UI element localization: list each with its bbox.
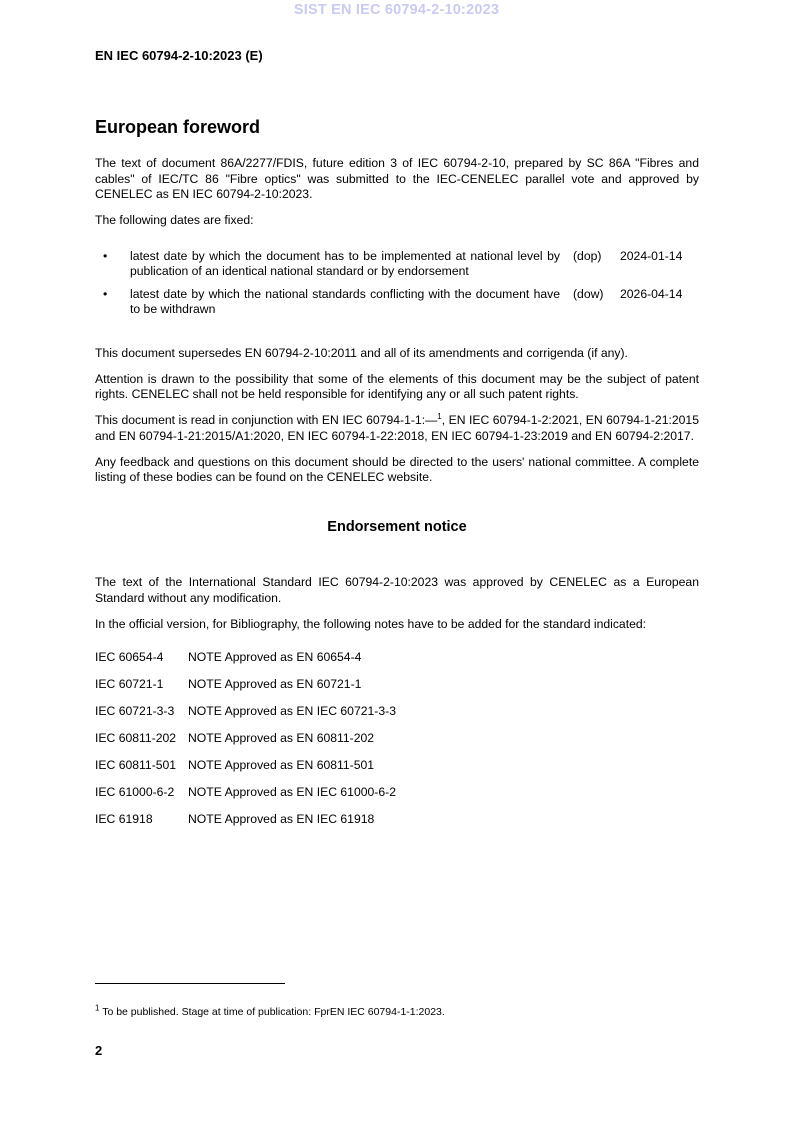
date-item-dow xyxy=(95,287,699,318)
standard-note: NOTE Approved as EN IEC 61918 xyxy=(188,812,375,826)
foreword-intro: The text of document 86A/2277/FDIS, future edition 3 of IEC 60794-2-10, prepared by SC 86A "Fibres and cables" of IEC/TC 86 "Fibre optics" was submitted to the IEC-CENELEC parallel vote and approved by CENELEC as EN IEC 60794-2-10:2023. xyxy=(95,156,699,201)
endorsement-title: Endorsement notice xyxy=(327,518,467,535)
footnote-text: To be published. Stage at time of publication: FprEN IEC 60794-1-1:2023. xyxy=(102,1006,445,1018)
foreword-title: European foreword xyxy=(95,117,261,137)
standard-reference: IEC 60654-4 xyxy=(95,650,164,664)
standard-reference: IEC 60721-1 xyxy=(95,677,164,691)
note-row xyxy=(95,704,699,731)
standard-reference: IEC 60811-202 xyxy=(95,731,177,745)
conjunction-text-b: , EN IEC 60794-1-2:2021, EN 60794-1-21:2015 and EN 60794-1-21:2015/A1:2020, EN IEC 60794-1-22:2018, EN IEC 60794-1-23:2019 and EN 60794-2:2017. xyxy=(95,413,699,443)
document-identifier: EN IEC 60794-2-10:2023 (E) xyxy=(95,48,263,63)
standard-note: NOTE Approved as EN 60721-1 xyxy=(188,677,362,691)
official-version-text: In the official version, for Bibliography, the following notes have to be added for the standard indicated: xyxy=(95,616,647,631)
dates-list xyxy=(95,249,699,318)
standard-reference: IEC 61000-6-2 xyxy=(95,785,175,799)
note-row xyxy=(95,812,699,839)
note-row xyxy=(95,731,699,758)
watermark: SIST EN IEC 60794-2-10:2023 xyxy=(293,2,500,18)
bullet: • xyxy=(103,286,108,301)
standard-note: NOTE Approved as EN 60811-202 xyxy=(188,731,375,745)
footnote-mark: 1 xyxy=(95,1003,100,1013)
standard-note: NOTE Approved as EN 60654-4 xyxy=(188,650,362,664)
standard-note: NOTE Approved as EN IEC 61000-6-2 xyxy=(188,785,396,799)
date-code: (dow) xyxy=(573,286,604,301)
bibliography-notes xyxy=(95,650,699,839)
note-row xyxy=(95,677,699,704)
supersedes-paragraph: This document supersedes EN 60794-2-10:2011 and all of its amendments and corrigenda (if any). xyxy=(95,345,628,360)
standard-reference: IEC 61918 xyxy=(95,812,153,826)
footnote xyxy=(95,1003,445,1018)
conjunction-text-a: This document is read in conjunction with EN IEC 60794-1-1:— xyxy=(95,413,438,427)
feedback-paragraph: Any feedback and questions on this document should be directed to the users' national committee. A complete listing of these bodies can be found on the CENELEC website. xyxy=(95,454,699,484)
standard-note: NOTE Approved as EN IEC 60721-3-3 xyxy=(188,704,396,718)
note-row xyxy=(95,785,699,812)
page-content xyxy=(95,116,699,839)
bullet: • xyxy=(103,248,108,263)
date-description: latest date by which the document has to be implemented at national level by publication of an identical national standard or by endorsement xyxy=(130,248,560,278)
patent-paragraph: Attention is drawn to the possibility that some of the elements of this document may be the subject of patent rights. CENELEC shall not be held responsible for identifying any or all such patent rights. xyxy=(95,371,699,401)
footnote-reference[interactable]: 1 xyxy=(437,411,442,421)
footnote-divider xyxy=(95,983,285,984)
date-code: (dop) xyxy=(573,248,602,263)
conjunction-paragraph xyxy=(95,413,699,444)
standard-reference: IEC 60721-3-3 xyxy=(95,704,175,718)
standard-note: NOTE Approved as EN 60811-501 xyxy=(188,758,375,772)
endorsement-text: The text of the International Standard IEC 60794-2-10:2023 was approved by CENELEC as a European Standard without any modification. xyxy=(95,575,699,605)
page-number: 2 xyxy=(95,1043,103,1058)
standard-reference: IEC 60811-501 xyxy=(95,758,177,772)
dates-intro: The following dates are fixed: xyxy=(95,213,254,227)
date-value: 2024-01-14 xyxy=(620,248,683,263)
date-description: latest date by which the national standards conflicting with the document have to be withdrawn xyxy=(130,286,560,316)
note-row xyxy=(95,758,699,785)
note-row xyxy=(95,650,699,677)
date-value: 2026-04-14 xyxy=(620,286,683,301)
date-item-dop xyxy=(95,249,699,280)
